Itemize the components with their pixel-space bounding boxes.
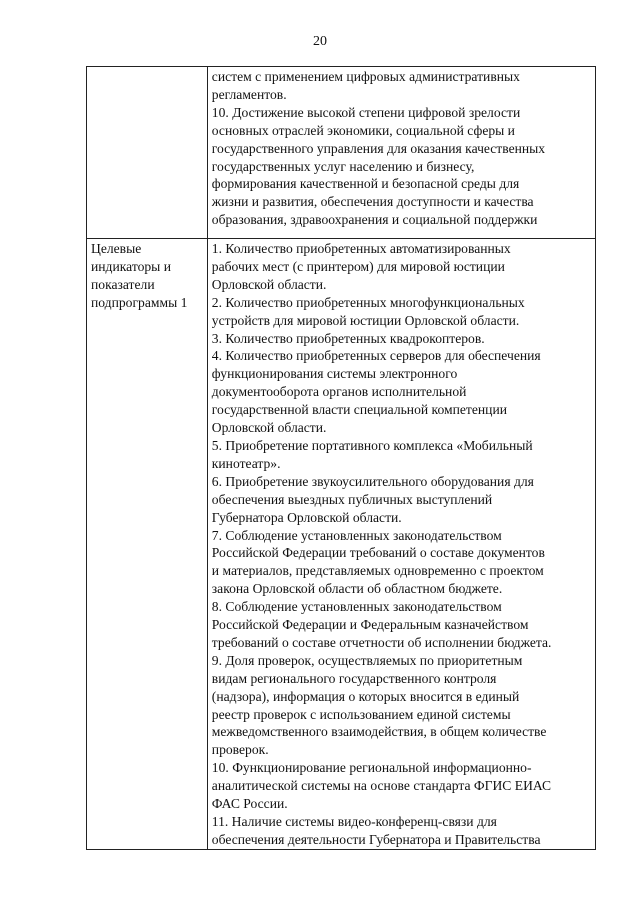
text-line: государственных услуг населению и бизнесу, (211, 158, 475, 174)
row-label-cell (87, 67, 208, 239)
text-line: 9. Доля проверок, осуществляемых по приоритетным (211, 652, 523, 668)
text-line: 3. Количество приобретенных квадрокоптеров. (211, 330, 485, 346)
text-line: 6. Приобретение звукоусилительного оборудования для (211, 473, 534, 489)
label-line: показатели (91, 276, 155, 292)
page-number: 20 (313, 34, 327, 49)
program-passport-table (86, 66, 596, 850)
text-line: государственной власти специальной компетенции (211, 402, 507, 418)
text-line: систем с применением цифровых административных (211, 69, 520, 84)
text-line: 4. Количество приобретенных серверов для обеспечения (211, 348, 541, 364)
text-line: 10. Функционирование региональной информационно- (211, 760, 532, 776)
text-line: Российской Федерации требований о составе документов (211, 545, 545, 561)
text-line: требований о составе отчетности об исполнении бюджета. (211, 634, 552, 650)
text-line: Орловской области. (211, 420, 327, 436)
text-line: жизни и развития, обеспечения доступности и качества (211, 194, 534, 210)
text-line: кинотеатр». (211, 455, 281, 471)
text-line: (надзора), информация о которых вносится в единый (211, 688, 520, 704)
text-line: основных отраслей экономики, социальной сферы и (211, 122, 515, 138)
text-line: 10. Достижение высокой степени цифровой зрелости (211, 104, 521, 120)
text-line: обеспечения деятельности Губернатора и Правительства (211, 831, 541, 847)
text-line: 11. Наличие системы видео-конференц-связи для (211, 814, 497, 829)
text-line: устройств для мировой юстиции Орловской области. (211, 312, 520, 328)
text-line: функционирования системы электронного (211, 366, 458, 382)
text-line: 7. Соблюдение установленных законодательством (211, 527, 502, 543)
text-line: рабочих мест (с принтером) для мировой юстиции (211, 258, 505, 274)
text-line: 5. Приобретение портативного комплекса «Мобильный (211, 437, 533, 453)
text-line: 1. Количество приобретенных автоматизированных (211, 241, 511, 256)
row-content-cell (207, 239, 595, 850)
text-line: государственного управления для оказания качественных (211, 140, 546, 156)
label-line: индикаторы и (91, 258, 171, 274)
row-content-cell (207, 67, 595, 239)
text-line: формирования качественной и безопасной среды для (211, 176, 520, 192)
table-row (87, 239, 596, 850)
text-line: документооборота органов исполнительной (211, 384, 467, 400)
label-line: Целевые (91, 241, 142, 256)
text-line: регламентов. (211, 86, 287, 102)
table-row (87, 67, 596, 239)
text-line: и материалов, представляемых одновременно с проектом (211, 563, 544, 579)
row-label-cell (87, 239, 208, 850)
text-line: образования, здравоохранения и социальной поддержки (211, 212, 538, 228)
text-line: обеспечения выездных публичных выступлений (211, 491, 493, 507)
text-line: межведомственного взаимодействия, в общем количестве (211, 724, 547, 740)
text-line: Российской Федерации и Федеральным казначейством (211, 617, 529, 633)
text-line: аналитической системы на основе стандарта ФГИС ЕИАС (211, 778, 552, 794)
label-line: подпрограммы 1 (91, 294, 188, 310)
text-line: 2. Количество приобретенных многофункциональных (211, 294, 525, 310)
text-line: Губернатора Орловской области. (211, 509, 402, 525)
text-line: реестр проверок с использованием единой системы (211, 706, 511, 722)
text-line: проверок. (211, 742, 269, 758)
text-line: Орловской области. (211, 276, 327, 292)
text-line: 8. Соблюдение установленных законодательством (211, 599, 502, 615)
text-line: ФАС России. (211, 796, 288, 812)
text-line: видам регионального государственного контроля (211, 670, 497, 686)
text-line: закона Орловской области об областном бюджете. (211, 581, 503, 597)
